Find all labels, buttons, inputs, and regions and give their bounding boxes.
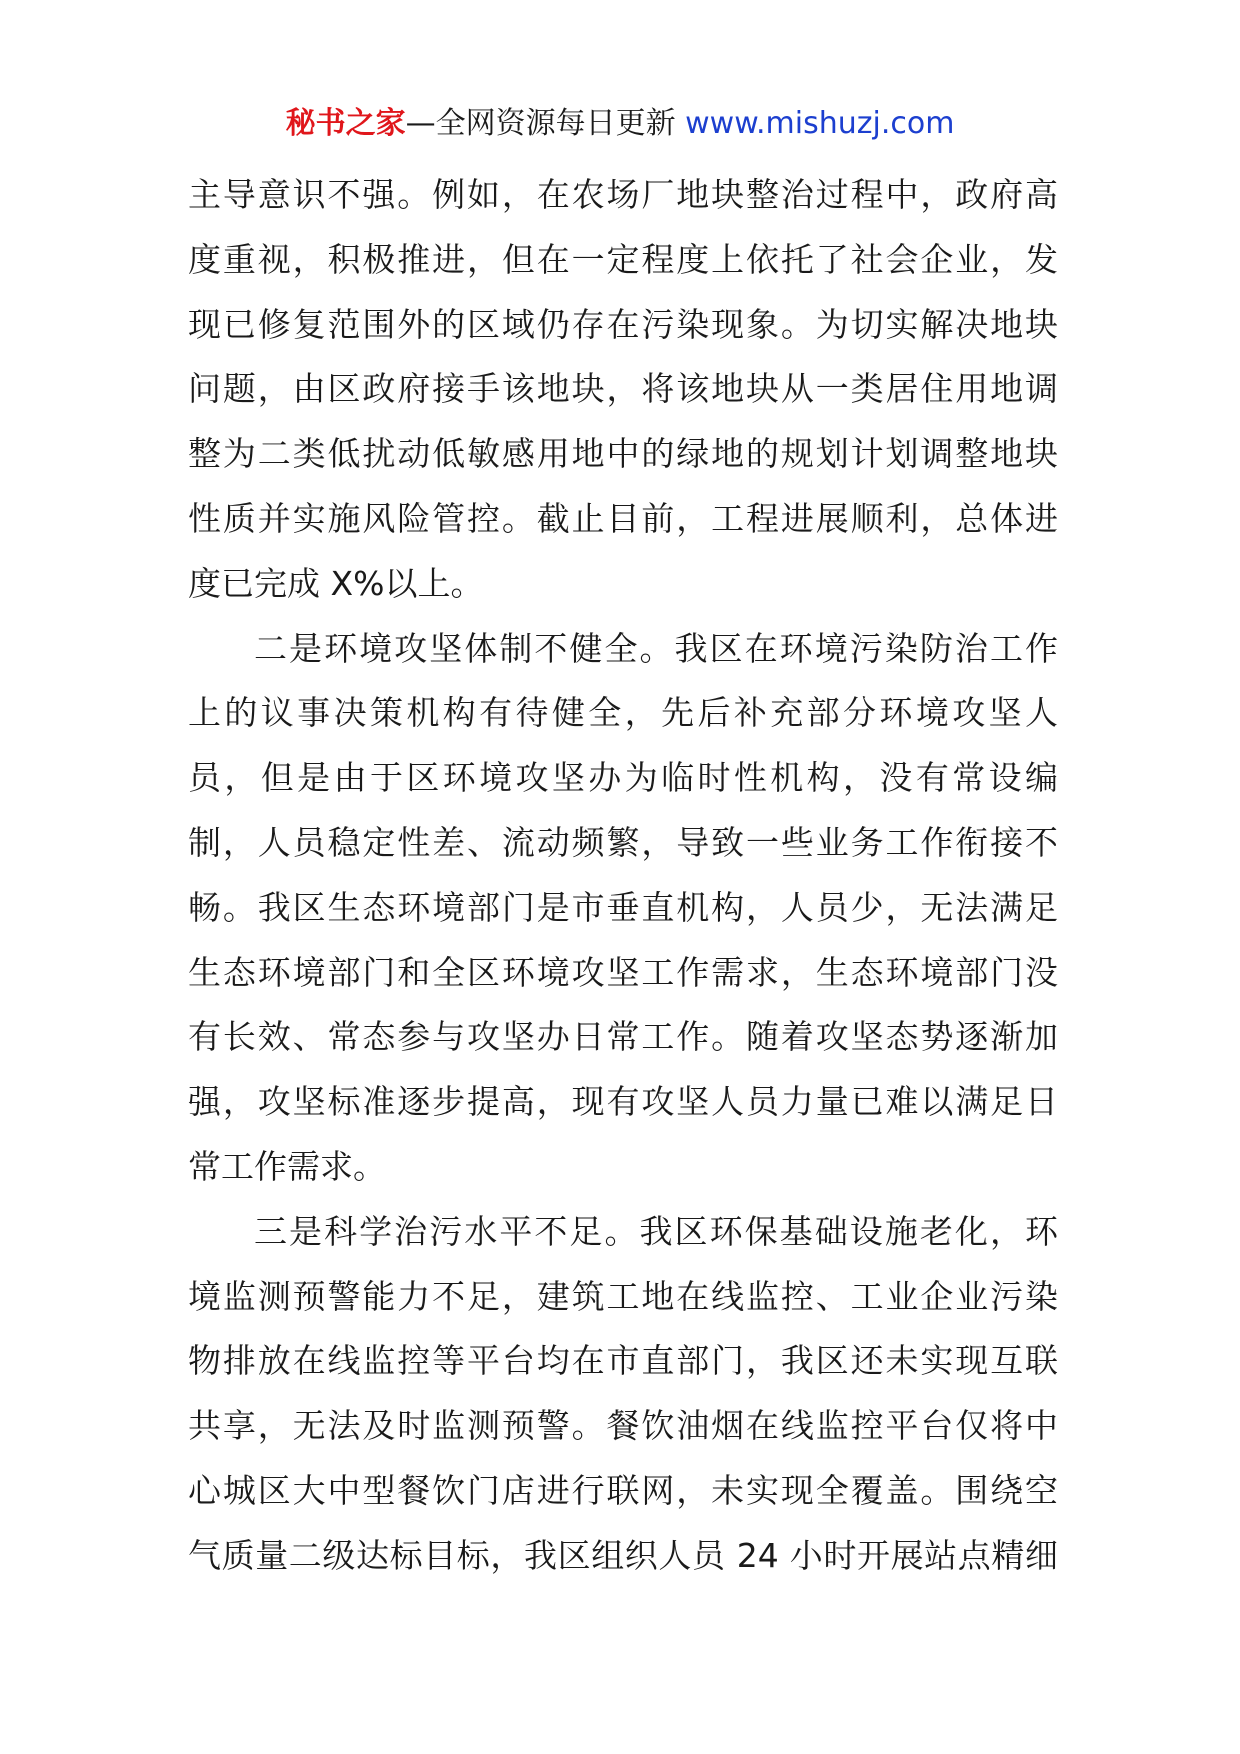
text-line: 物排放在线监控等平台均在市直部门，我区还未实现互联 (188, 1341, 1058, 1381)
text-line: 主导意识不强。例如，在农场厂地块整治过程中，政府高 (188, 175, 1058, 214)
header-tagline: —全网资源每日更新 (405, 106, 686, 141)
text-line: 问题，由区政府接手该地块，将该地块从一类居住用地调 (188, 369, 1058, 409)
text-line: 气质量二级达标目标，我区组织人员 24 小时开展站点精细 (188, 1535, 1058, 1575)
text-line: 强，攻坚标准逐步提高，现有攻坚人员力量已难以满足日 (188, 1082, 1058, 1122)
paragraph-start-line: 二是环境攻坚体制不健全。我区在环境污染防治工作 (254, 628, 1058, 668)
text-line: 常工作需求。 (188, 1146, 386, 1186)
text-line: 现已修复范围外的区域仍存在污染现象。为切实解决地块 (188, 304, 1058, 344)
text-line: 度已完成 X%以上。 (188, 563, 484, 603)
header-url-link[interactable]: www.mishuzj.com (685, 106, 955, 141)
text-line: 性质并实施风险管控。截止目前，工程进展顺利，总体进 (188, 498, 1058, 538)
paragraph-start-line: 三是科学治污水平不足。我区环保基础设施老化，环 (254, 1211, 1058, 1251)
text-line: 制，人员稳定性差、流动频繁，导致一些业务工作衔接不 (188, 822, 1058, 862)
text-line: 心城区大中型餐饮门店进行联网，未实现全覆盖。围绕空 (188, 1470, 1058, 1510)
text-line: 度重视，积极推进，但在一定程度上依托了社会企业，发 (188, 239, 1058, 279)
text-line: 境监测预警能力不足，建筑工地在线监控、工业企业污染 (188, 1276, 1058, 1316)
page-header (0, 104, 1240, 144)
text-line: 共享，无法及时监测预警。餐饮油烟在线监控平台仅将中 (188, 1406, 1058, 1446)
text-line: 上的议事决策机构有待健全，先后补充部分环境攻坚人 (188, 693, 1058, 733)
header-brand: 秘书之家 (285, 106, 406, 141)
text-line: 员，但是由于区环境攻坚办为临时性机构，没有常设编 (188, 758, 1058, 798)
text-line: 有长效、常态参与攻坚办日常工作。随着攻坚态势逐渐加 (188, 1017, 1058, 1057)
text-line: 生态环境部门和全区环境攻坚工作需求，生态环境部门没 (188, 952, 1058, 992)
text-line: 畅。我区生态环境部门是市垂直机构，人员少，无法满足 (188, 887, 1058, 927)
document-body (188, 163, 1058, 1589)
text-line: 整为二类低扰动低敏感用地中的绿地的规划计划调整地块 (188, 434, 1058, 474)
